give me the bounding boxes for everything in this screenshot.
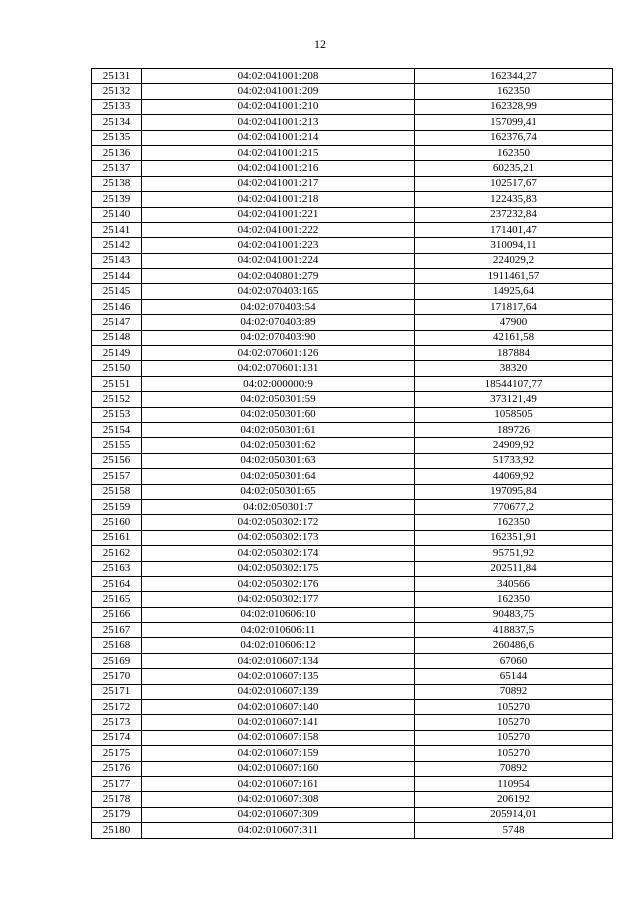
row-number-cell: 25165 [92,592,142,607]
row-number-cell: 25179 [92,807,142,822]
cadastral-value-cell: 105270 [415,730,613,745]
page-number: 12 [314,37,326,51]
row-number-cell: 25156 [92,453,142,468]
row-number-cell: 25178 [92,792,142,807]
row-number-cell: 25160 [92,515,142,530]
cadastral-value-cell: 18544107,77 [415,376,613,391]
cadastral-number-cell: 04:02:050301:65 [142,484,415,499]
row-number-cell: 25147 [92,315,142,330]
table-row [92,99,613,114]
row-number-cell: 25155 [92,438,142,453]
cadastral-value-cell: 770677,2 [415,499,613,514]
cadastral-number-cell: 04:02:050301:60 [142,407,415,422]
cadastral-number-cell: 04:02:050301:62 [142,438,415,453]
row-number-cell: 25148 [92,330,142,345]
table-row [92,546,613,561]
row-number-cell: 25172 [92,700,142,715]
cadastral-value-cell: 340566 [415,576,613,591]
row-number-cell: 25162 [92,546,142,561]
table-row [92,207,613,222]
cadastral-value-cell: 95751,92 [415,546,613,561]
cadastral-number-cell: 04:02:050302:177 [142,592,415,607]
table-row [92,269,613,284]
cadastral-value-cell: 65144 [415,669,613,684]
table-row [92,176,613,191]
cadastral-number-cell: 04:02:050302:173 [142,530,415,545]
row-number-cell: 25171 [92,684,142,699]
cadastral-number-cell: 04:02:010607:158 [142,730,415,745]
cadastral-value-cell: 162350 [415,145,613,160]
row-number-cell: 25164 [92,576,142,591]
cadastral-number-cell: 04:02:010607:139 [142,684,415,699]
cadastral-value-cell: 24909,92 [415,438,613,453]
cadastral-number-cell: 04:02:010606:12 [142,638,415,653]
cadastral-value-cell: 105270 [415,715,613,730]
cadastral-value-cell: 90483,75 [415,607,613,622]
cadastral-number-cell: 04:02:070601:126 [142,346,415,361]
table-row [92,515,613,530]
cadastral-value-cell: 67060 [415,653,613,668]
row-number-cell: 25157 [92,469,142,484]
table-row [92,376,613,391]
cadastral-value-cell: 162328,99 [415,99,613,114]
cadastral-number-cell: 04:02:041001:216 [142,161,415,176]
table-row [92,715,613,730]
cadastral-value-cell: 162350 [415,84,613,99]
cadastral-number-cell: 04:02:070601:131 [142,361,415,376]
cadastral-value-cell: 105270 [415,746,613,761]
cadastral-number-cell: 04:02:010607:311 [142,823,415,838]
row-number-cell: 25136 [92,145,142,160]
table-row [92,653,613,668]
cadastral-number-cell: 04:02:041001:209 [142,84,415,99]
table-body [92,69,613,839]
table-row [92,792,613,807]
table-row [92,438,613,453]
cadastral-number-cell: 04:02:050301:64 [142,469,415,484]
cadastral-value-cell: 418837,5 [415,623,613,638]
cadastral-number-cell: 04:02:041001:217 [142,176,415,191]
cadastral-value-cell: 47900 [415,315,613,330]
cadastral-number-cell: 04:02:040801:279 [142,269,415,284]
cadastral-number-cell: 04:02:010606:10 [142,607,415,622]
table-row [92,576,613,591]
cadastral-value-cell: 224029,2 [415,253,613,268]
cadastral-number-cell: 04:02:041001:210 [142,99,415,114]
row-number-cell: 25132 [92,84,142,99]
table-row [92,453,613,468]
cadastral-value-cell: 110954 [415,776,613,791]
row-number-cell: 25146 [92,299,142,314]
row-number-cell: 25168 [92,638,142,653]
table-row [92,115,613,130]
table-row [92,145,613,160]
row-number-cell: 25134 [92,115,142,130]
cadastral-number-cell: 04:02:041001:221 [142,207,415,222]
row-number-cell: 25163 [92,561,142,576]
cadastral-value-cell: 51733,92 [415,453,613,468]
cadastral-value-cell: 162350 [415,515,613,530]
cadastral-value-cell: 373121,49 [415,392,613,407]
row-number-cell: 25161 [92,530,142,545]
row-number-cell: 25169 [92,653,142,668]
row-number-cell: 25166 [92,607,142,622]
row-number-cell: 25153 [92,407,142,422]
cadastral-value-cell: 38320 [415,361,613,376]
cadastral-value-cell: 187884 [415,346,613,361]
row-number-cell: 25175 [92,746,142,761]
cadastral-value-cell: 122435,83 [415,192,613,207]
row-number-cell: 25152 [92,392,142,407]
cadastral-value-cell: 260486,6 [415,638,613,653]
row-number-cell: 25149 [92,346,142,361]
cadastral-value-cell: 171401,47 [415,222,613,237]
cadastral-value-cell: 206192 [415,792,613,807]
cadastral-number-cell: 04:02:010607:161 [142,776,415,791]
row-number-cell: 25138 [92,176,142,191]
cadastral-value-cell: 70892 [415,761,613,776]
cadastral-number-cell: 04:02:050302:176 [142,576,415,591]
cadastral-number-cell: 04:02:010607:159 [142,746,415,761]
cadastral-value-cell: 70892 [415,684,613,699]
cadastral-number-cell: 04:02:050301:61 [142,422,415,437]
table-row [92,361,613,376]
table-row [92,330,613,345]
cadastral-value-cell: 157099,41 [415,115,613,130]
cadastral-number-cell: 04:02:050302:172 [142,515,415,530]
row-number-cell: 25154 [92,422,142,437]
cadastral-value-cell: 105270 [415,700,613,715]
row-number-cell: 25180 [92,823,142,838]
cadastral-value-cell: 202511,84 [415,561,613,576]
cadastral-number-cell: 04:02:010607:309 [142,807,415,822]
table-row [92,407,613,422]
cadastral-number-cell: 04:02:041001:222 [142,222,415,237]
cadastral-number-cell: 04:02:010607:141 [142,715,415,730]
cadastral-number-cell: 04:02:010607:134 [142,653,415,668]
row-number-cell: 25151 [92,376,142,391]
cadastral-number-cell: 04:02:010606:11 [142,623,415,638]
cadastral-value-cell: 162350 [415,592,613,607]
row-number-cell: 25131 [92,69,142,84]
cadastral-value-cell: 1058505 [415,407,613,422]
cadastral-number-cell: 04:02:041001:208 [142,69,415,84]
row-number-cell: 25135 [92,130,142,145]
table-row [92,253,613,268]
table-row [92,422,613,437]
row-number-cell: 25139 [92,192,142,207]
cadastral-value-cell: 1911461,57 [415,269,613,284]
cadastral-value-cell: 189726 [415,422,613,437]
cadastral-number-cell: 04:02:070403:90 [142,330,415,345]
table-row [92,84,613,99]
table-row [92,315,613,330]
table-row [92,623,613,638]
cadastral-value-table [91,68,613,839]
table-row [92,607,613,622]
table-row [92,192,613,207]
row-number-cell: 25176 [92,761,142,776]
cadastral-number-cell: 04:02:041001:213 [142,115,415,130]
table-row [92,669,613,684]
table-row [92,530,613,545]
row-number-cell: 25140 [92,207,142,222]
cadastral-number-cell: 04:02:050302:174 [142,546,415,561]
cadastral-number-cell: 04:02:050302:175 [142,561,415,576]
cadastral-value-cell: 197095,84 [415,484,613,499]
cadastral-number-cell: 04:02:050301:63 [142,453,415,468]
row-number-cell: 25158 [92,484,142,499]
cadastral-number-cell: 04:02:050301:7 [142,499,415,514]
cadastral-value-cell: 60235,21 [415,161,613,176]
cadastral-number-cell: 04:02:000000:9 [142,376,415,391]
cadastral-value-cell: 162351,91 [415,530,613,545]
cadastral-value-cell: 14925,64 [415,284,613,299]
cadastral-value-cell: 162376,74 [415,130,613,145]
row-number-cell: 25170 [92,669,142,684]
row-number-cell: 25141 [92,222,142,237]
cadastral-number-cell: 04:02:070403:89 [142,315,415,330]
row-number-cell: 25174 [92,730,142,745]
row-number-cell: 25150 [92,361,142,376]
cadastral-value-cell: 237232,84 [415,207,613,222]
table-row [92,69,613,84]
row-number-cell: 25143 [92,253,142,268]
table-row [92,299,613,314]
table-row [92,807,613,822]
row-number-cell: 25133 [92,99,142,114]
cadastral-value-cell: 102517,67 [415,176,613,191]
row-number-cell: 25142 [92,238,142,253]
table-row [92,684,613,699]
cadastral-number-cell: 04:02:041001:224 [142,253,415,268]
cadastral-value-cell: 310094,11 [415,238,613,253]
cadastral-value-cell: 42161,58 [415,330,613,345]
table-row [92,346,613,361]
row-number-cell: 25177 [92,776,142,791]
table-row [92,823,613,838]
table-row [92,161,613,176]
row-number-cell: 25173 [92,715,142,730]
cadastral-number-cell: 04:02:041001:218 [142,192,415,207]
table-row [92,561,613,576]
cadastral-value-cell: 44069,92 [415,469,613,484]
table-row [92,469,613,484]
row-number-cell: 25159 [92,499,142,514]
row-number-cell: 25145 [92,284,142,299]
row-number-cell: 25167 [92,623,142,638]
row-number-cell: 25137 [92,161,142,176]
table-row [92,238,613,253]
cadastral-value-cell: 162344,27 [415,69,613,84]
cadastral-number-cell: 04:02:050301:59 [142,392,415,407]
cadastral-number-cell: 04:02:010607:135 [142,669,415,684]
row-number-cell: 25144 [92,269,142,284]
table-row [92,761,613,776]
table-row [92,776,613,791]
cadastral-number-cell: 04:02:041001:215 [142,145,415,160]
cadastral-number-cell: 04:02:010607:308 [142,792,415,807]
cadastral-value-cell: 5748 [415,823,613,838]
table-row [92,638,613,653]
table-row [92,700,613,715]
cadastral-number-cell: 04:02:010607:140 [142,700,415,715]
table-row [92,592,613,607]
table-row [92,284,613,299]
table-row [92,392,613,407]
table-row [92,499,613,514]
cadastral-number-cell: 04:02:041001:214 [142,130,415,145]
table-row [92,222,613,237]
cadastral-number-cell: 04:02:070403:54 [142,299,415,314]
table-row [92,484,613,499]
table-row [92,730,613,745]
cadastral-number-cell: 04:02:010607:160 [142,761,415,776]
table-row [92,746,613,761]
cadastral-number-cell: 04:02:041001:223 [142,238,415,253]
cadastral-value-cell: 205914,01 [415,807,613,822]
cadastral-value-cell: 171817,64 [415,299,613,314]
table-row [92,130,613,145]
cadastral-number-cell: 04:02:070403:165 [142,284,415,299]
